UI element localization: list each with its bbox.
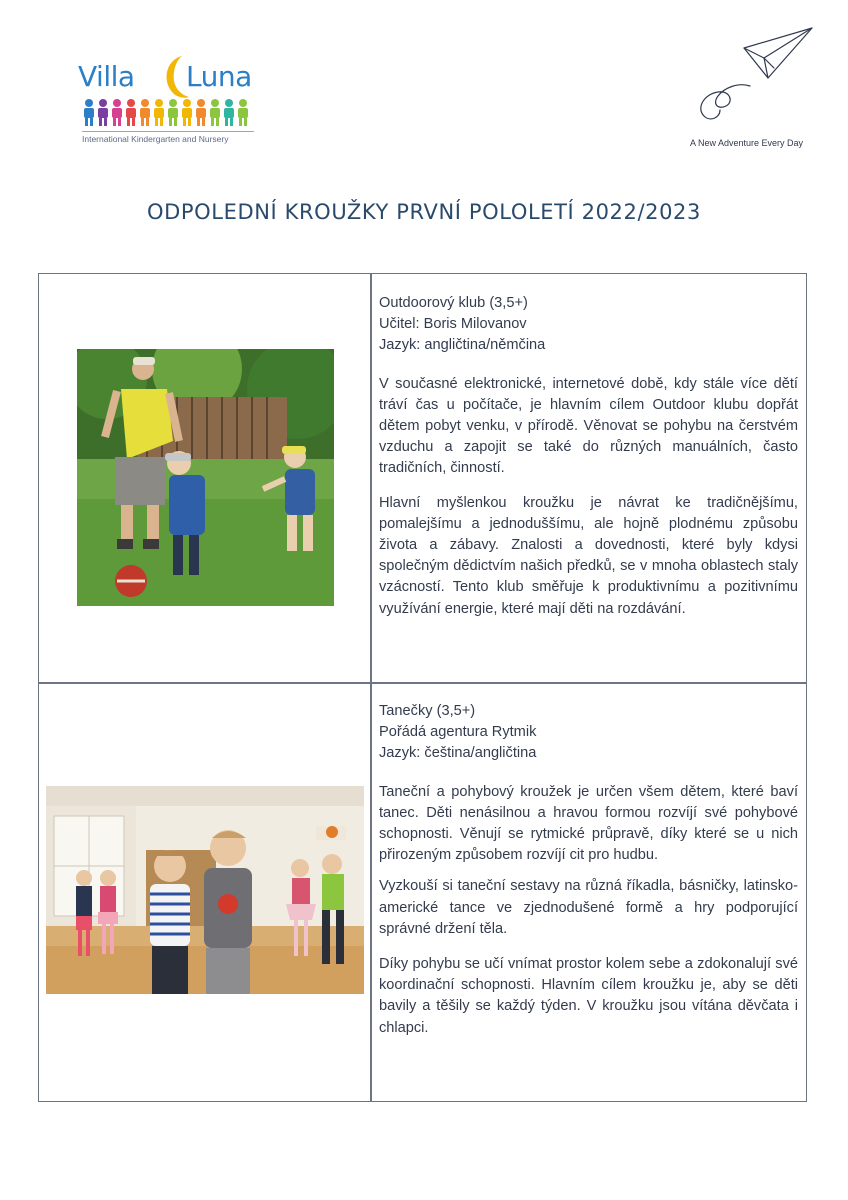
table-row-divider	[38, 682, 807, 684]
dance-club-header	[379, 701, 798, 765]
club-language: Jazyk: angličtina/němčina	[379, 337, 546, 354]
outdoor-club-photo	[77, 349, 334, 606]
club-language: Jazyk: čeština/angličtina	[379, 745, 537, 762]
dance-class-photo	[46, 786, 364, 994]
page-title: ODPOLEDNÍ KROUŽKY PRVNÍ POLOLETÍ 2022/2023	[147, 200, 701, 224]
children-chain-icon	[82, 98, 250, 128]
club-heading: Tanečky (3,5+)	[379, 703, 476, 719]
logo-word-villa: Villa	[78, 60, 135, 93]
club-paragraph: Vyzkouší si taneční sestavy na různá říkadla, básničky, latinsko-americké tance ve zjednodušené formě a hry podporující správné držení těla.	[379, 878, 798, 937]
club-paragraph: Hlavní myšlenkou kroužku je návrat ke tradičnějšímu, pomalejšímu a jednoduššímu, ale hojně plodnému způsobu života a zábavy. Znalosti a dovednosti, které byly kdysi společným dědictvím našich předků, se v mnoha oblastech staly vzácností. Tento klub směřuje k produktivnímu a pozitivnímu využívání energie, které mají děti na rozdávání.	[379, 494, 798, 617]
tagline: A New Adventure Every Day	[690, 138, 804, 148]
logo-word-luna: Luna	[186, 60, 252, 93]
club-paragraph: Díky pohybu se učí vnímat prostor kolem sebe a zdokonalují své koordinační schopnosti. Hlavním cílem kroužku je, aby se děti bavily a těšily se každý týden. V kroužku jsou vítána děvčata i chlapci.	[379, 956, 798, 1036]
club-paragraph: V současné elektronické, internetové době, kdy stále více dětí tráví čas u počítače, je hlavním cílem Outdoor klubu dopřát dětem pobyt venku, v přírodě. Věnovat se pohybu na čerstvém vzduchu a zapojit se také do různých manuálních, často tradičních, činností.	[379, 375, 798, 477]
club-paragraph: Taneční a pohybový kroužek je určen všem dětem, které baví tanec. Děti nenásilnou a hravou formou rozvíjí své pohybové schopnosti. Věnují se rytmické průpravě, díky které se u nich přirozeným způsobem rozvíjí cit pro hudbu.	[379, 783, 798, 864]
outdoor-club-header	[379, 293, 798, 357]
outdoor-club-text	[379, 293, 798, 620]
club-heading: Outdoorový klub (3,5+)	[379, 295, 528, 311]
paper-plane-icon	[690, 24, 820, 134]
dance-club-text	[379, 701, 798, 1039]
club-organizer: Pořádá agentura Rytmik	[379, 724, 537, 741]
logo-subtitle: International Kindergarten and Nursery	[82, 134, 229, 144]
table-column-divider	[370, 273, 372, 1102]
club-teacher: Učitel: Boris Milovanov	[379, 316, 527, 333]
villa-luna-logo	[78, 52, 258, 152]
